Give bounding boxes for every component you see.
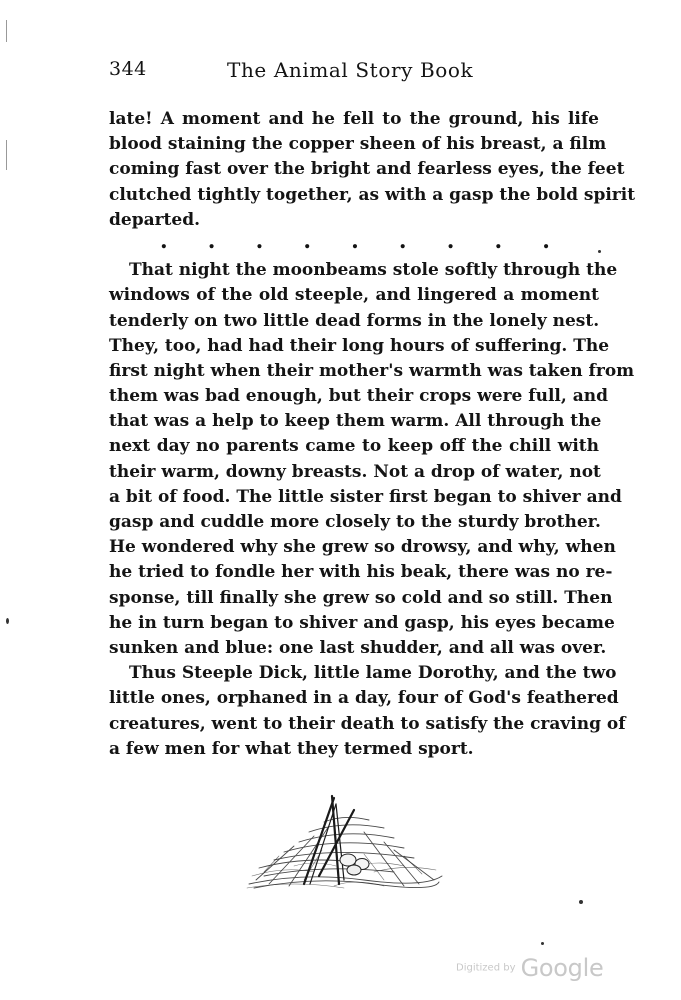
margin-mark xyxy=(6,20,7,42)
separator-dot: . xyxy=(351,228,359,254)
watermark-prefix: Digitized by xyxy=(456,962,516,974)
text-line: Thus Steeple Dick, little lame Dorothy, and the two xyxy=(129,663,617,684)
text-line: them was bad enough, but their crops were full, and xyxy=(109,386,608,407)
section-separator xyxy=(160,228,550,254)
egg-icon xyxy=(347,865,361,875)
text-line: sunken and blue: one last shudder, and all was over. xyxy=(109,637,607,658)
separator-dot: . xyxy=(542,228,550,254)
margin-mark xyxy=(6,140,7,170)
page-number: 344 xyxy=(109,58,147,80)
text-line: departed. xyxy=(109,209,201,230)
text-line: gasp and cuddle more closely to the sturdy brother. xyxy=(109,512,601,532)
ink-speck xyxy=(598,250,601,253)
separator-dot: . xyxy=(207,228,216,254)
text-line: next day no parents came to keep off the chill with xyxy=(109,436,599,457)
text-line: that was a help to keep them warm. All through the xyxy=(109,411,602,432)
separator-dot: . xyxy=(398,228,407,254)
digitized-watermark xyxy=(456,954,603,984)
nest-illustration xyxy=(244,776,444,894)
egg-icon xyxy=(340,854,356,866)
text-line: tenderly on two little dead forms in the lonely nest. xyxy=(109,310,600,331)
text-line: sponse, till finally she grew so cold and so still. Then xyxy=(109,587,613,608)
separator-dot: . xyxy=(494,228,503,254)
text-line: creatures, went to their death to satisfy the craving of xyxy=(109,713,626,734)
text-line: a bit of food. The little sister first began to shiver and xyxy=(109,486,622,507)
watermark-brand: Google xyxy=(520,954,604,982)
text-line: first night when their mother's warmth was taken from xyxy=(109,360,635,381)
running-title: The Animal Story Book xyxy=(227,58,474,82)
body-text xyxy=(109,107,636,762)
text-line: little ones, orphaned in a day, four of God's feathered xyxy=(109,688,619,709)
ink-speck xyxy=(541,942,544,945)
text-line: coming fast over the bright and fearless eyes, the feet xyxy=(109,159,625,180)
ink-speck xyxy=(6,618,9,624)
separator-dot: . xyxy=(303,228,312,254)
page-header xyxy=(109,58,599,86)
text-line: a few men for what they termed sport. xyxy=(109,738,474,759)
separator-dot: . xyxy=(446,228,455,254)
text-line: he in turn began to shiver and gasp, his eyes became xyxy=(109,612,615,633)
text-line: They, too, had had their long hours of suffering. The xyxy=(109,335,610,356)
text-line: he tried to fondle her with his beak, there was no re- xyxy=(109,562,613,583)
text-line: clutched tightly together, as with a gasp the bold spirit xyxy=(109,184,636,205)
separator-dot: . xyxy=(255,228,264,254)
text-line: blood staining the copper sheen of his breast, a film xyxy=(109,134,607,155)
text-line: late! A moment and he fell to the ground, his life xyxy=(109,109,599,129)
text-line: He wondered why she grew so drowsy, and why, when xyxy=(109,537,616,558)
separator-dot: . xyxy=(160,228,168,254)
ink-speck xyxy=(579,900,583,904)
text-line: That night the moonbeams stole softly through the xyxy=(129,260,618,281)
text-line: their warm, downy breasts. Not a drop of water, not xyxy=(109,461,601,482)
text-line: windows of the old steeple, and lingered a moment xyxy=(109,285,599,306)
